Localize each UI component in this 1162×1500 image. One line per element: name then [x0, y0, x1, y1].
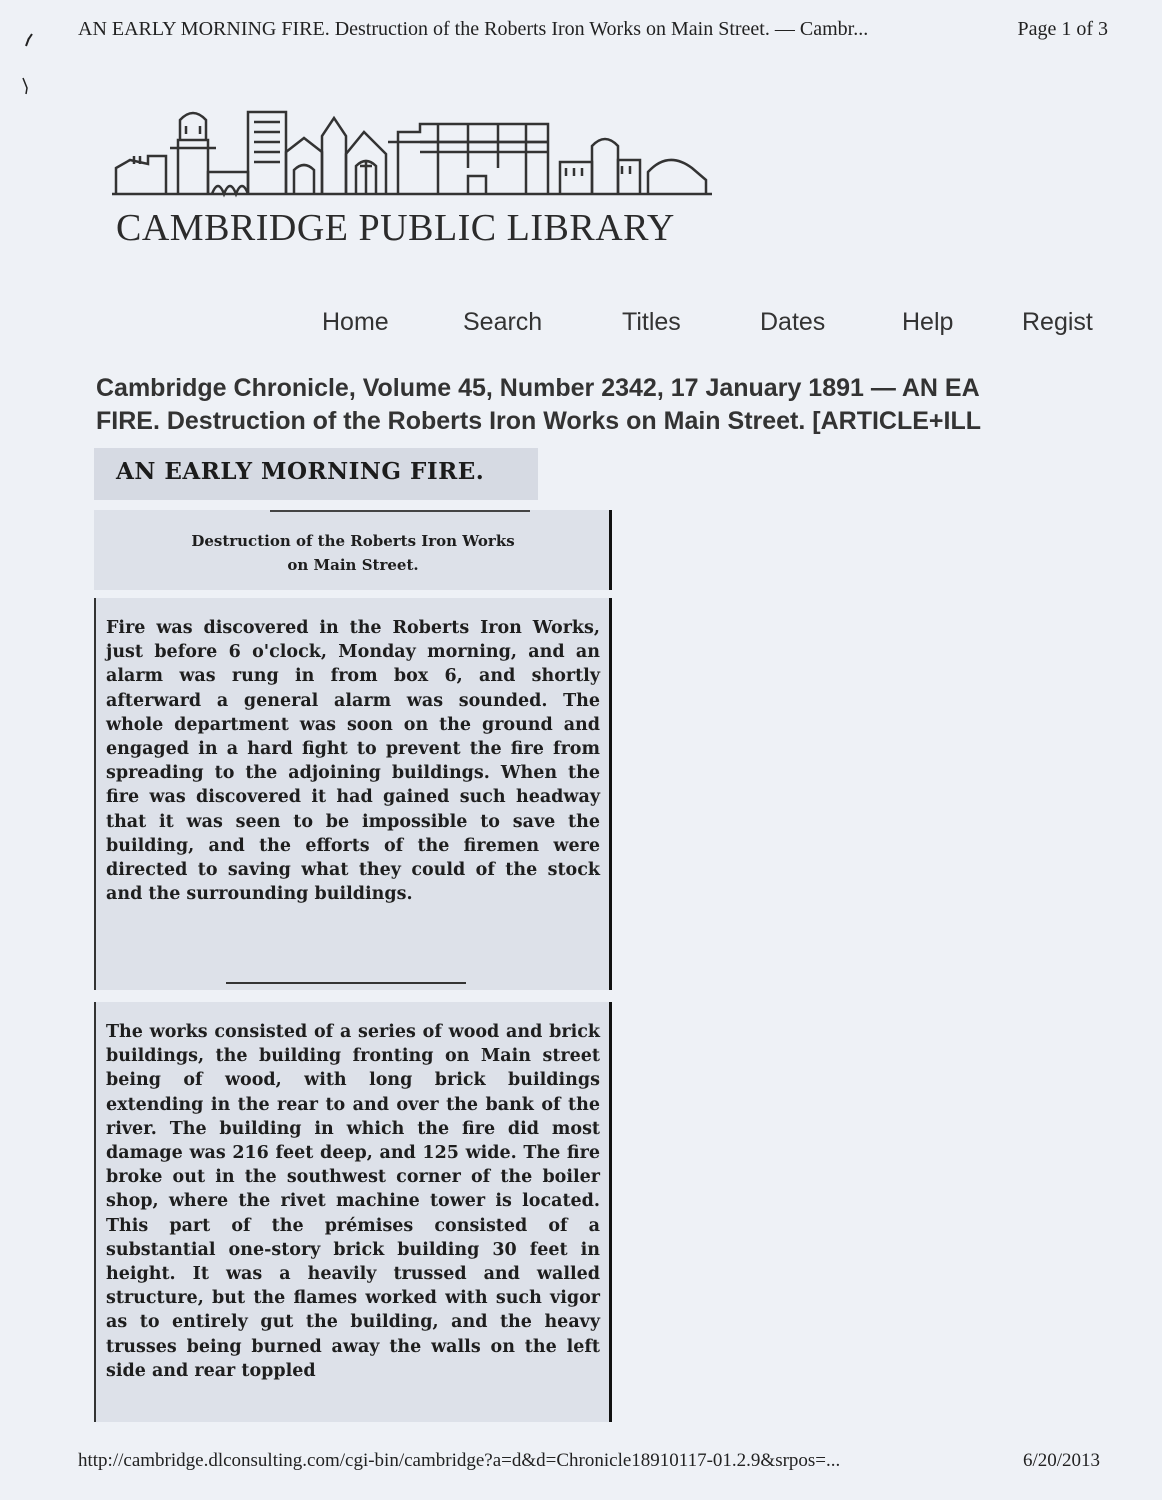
print-header: [78, 18, 1108, 41]
print-footer-date: 6/20/2013: [1022, 1450, 1100, 1471]
site-nav: [320, 308, 1110, 348]
print-header-page: Page 1 of 3: [1017, 18, 1108, 40]
clipping-headline-text: AN EARLY MORNING FIRE.: [116, 458, 485, 485]
clipping-headline: [94, 448, 538, 500]
print-footer-url: http://cambridge.dlconsulting.com/cgi-bin/cambridge?a=d&d=Chronicle18910117-01.2.9&srpos=...: [78, 1450, 841, 1471]
nav-search[interactable]: Search: [463, 308, 543, 336]
article-title-line-1: Cambridge Chronicle, Volume 45, Number 2342, 17 January 1891 — AN EA: [96, 374, 980, 402]
clipping-subhead-line-2: on Main Street.: [287, 556, 419, 574]
print-footer: [78, 1450, 1100, 1472]
clipping-paragraph-2: [94, 1002, 612, 1422]
clipping-paragraph-2-text: The works consisted of a series of wood and brick buildings, the building fronting on Main street being of wood, with long brick buildings extending in the rear to and over the bank of the river. The building in which the fire did most damage was 216 feet deep, and 125 wide. The fire broke out in the southwest corner of the boiler shop, where the rivet machine tower is located. This part of the prémises consisted of a substantial one-story brick building 30 feet in height. It was a heavily trussed and walled structure, but the flames worked with such vigor as to entirely gut the building, and the heavy trusses being burned away the walls on the left side and rear toppled: [106, 1022, 600, 1381]
library-logo-text: CAMBRIDGE PUBLIC LIBRARY: [116, 207, 675, 249]
nav-home[interactable]: Home: [322, 308, 389, 336]
article-title-line-2: FIRE. Destruction of the Roberts Iron Works on Main Street. [ARTICLE+ILL: [96, 407, 982, 435]
clipping-subhead: [94, 510, 612, 590]
scan-mark-icon: [18, 28, 38, 98]
clipping-rule: [226, 982, 466, 984]
clipping-subhead-line-1: Destruction of the Roberts Iron Works: [191, 532, 515, 550]
nav-titles[interactable]: Titles: [622, 308, 681, 336]
clipping-paragraph-1-text: Fire was discovered in the Roberts Iron Works, just before 6 o'clock, Monday morning, and an alarm was rung in from box 6, and shortly afterward a general alarm was sounded. The whole department was soon on the ground and engaged in a hard fight to prevent the fire from spreading to the adjoining buildings. When the fire was discovered it had gained such headway that it was seen to be impossible to save the building, and the efforts of the firemen were directed to saving what they could of the stock and the surrounding buildings.: [106, 618, 600, 905]
nav-dates[interactable]: Dates: [760, 308, 826, 336]
article-title: [96, 372, 1162, 442]
nav-register[interactable]: Regist: [1022, 308, 1093, 336]
library-logo[interactable]: [108, 102, 718, 250]
clipping-paragraph-1: [94, 598, 612, 990]
nav-help[interactable]: Help: [902, 308, 954, 336]
city-skyline-icon: [108, 102, 718, 206]
print-header-title: AN EARLY MORNING FIRE. Destruction of the Roberts Iron Works on Main Street. — Cambr...: [78, 18, 869, 40]
clipping-rule: [270, 510, 530, 512]
